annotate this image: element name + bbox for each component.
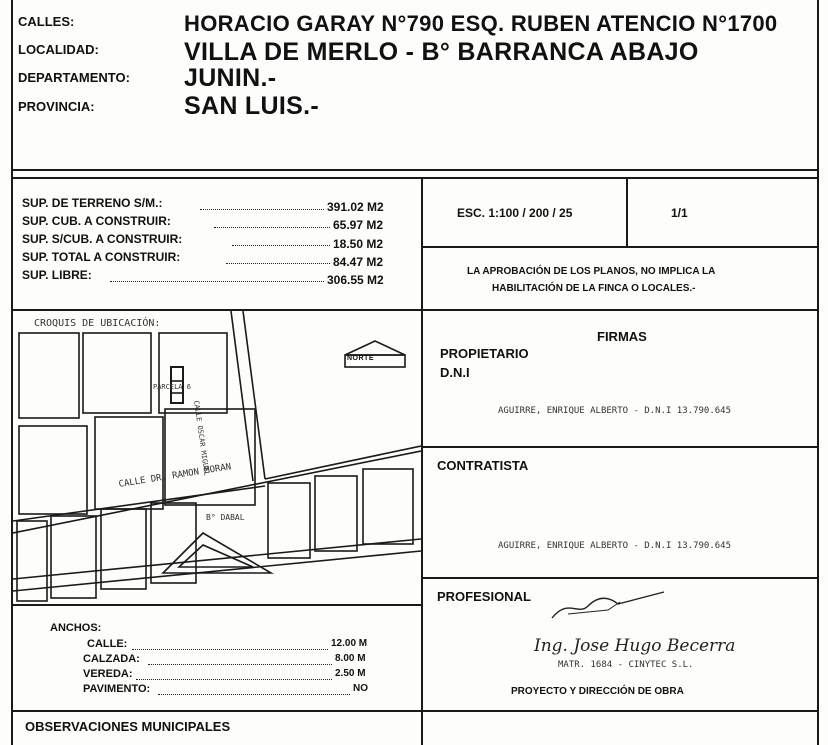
propietario-bottom [421,446,819,448]
sup-cub-value: 65.97 M2 [333,218,384,232]
localidad-value: VILLA DE MERLO - B° BARRANCA ABAJO [184,38,699,66]
departamento-label: DEPARTAMENTO: [18,70,130,85]
sup-total-label: SUP. TOTAL A CONSTRUIR: [22,250,181,264]
sup-libre-value: 306.55 M2 [327,273,384,287]
localidad-label: LOCALIDAD: [18,42,99,57]
calles-label: CALLES: [18,14,75,29]
ancho-calzada-label: CALZADA: [83,653,140,665]
approval-notice-line1: LA APROBACIÓN DE LOS PLANOS, NO IMPLICA LA [467,266,716,277]
signature-matricula: MATR. 1684 - CINYTEC S.L. [558,660,694,670]
ancho-calle-label: CALLE: [87,638,128,650]
ancho-vereda-label: VEREDA: [83,668,133,680]
ancho-calle-value: 12.00 M [331,638,368,649]
sup-libre-label: SUP. LIBRE: [22,268,92,282]
scale-label: ESC. 1:100 / 200 / 25 [457,206,573,220]
north-arrow-icon: NORTE [347,355,374,362]
calles-value: HORACIO GARAY N°790 ESQ. RUBEN ATENCIO N°1700 [184,11,778,36]
ancho-pavimento-label: PAVIMENTO: [83,683,151,695]
sup-terreno-label: SUP. DE TERRENO S/M.: [22,196,163,210]
croquis-bottom [11,604,423,606]
header-divider [11,169,819,171]
signature-icon [548,588,668,628]
croquis-title: CROQUIS DE UBICACIÓN: [34,318,161,329]
sup-scub-value: 18.50 M2 [333,237,384,251]
ancho-vereda-value: 2.50 M [335,668,366,679]
dni-label: D.N.I [440,365,470,380]
sup-terreno-value: 391.02 M2 [327,200,384,214]
observaciones-top [11,710,819,712]
approval-notice-line2: HABILITACIÓN DE LA FINCA O LOCALES.- [492,283,696,294]
street-vertical-label: CALLE OSCAR MIGUEL [192,400,211,477]
anchos-title: ANCHOS: [50,622,102,634]
provincia-value: SAN LUIS.- [184,92,319,120]
provincia-label: PROVINCIA: [18,99,95,114]
contratista-name: AGUIRRE, ENRIQUE ALBERTO - D.N.I 13.790.645 [498,541,731,551]
sup-total-value: 84.47 M2 [333,255,384,269]
ancho-calzada-value: 8.00 M [335,653,366,664]
contratista-label: CONTRATISTA [437,458,529,473]
border-right [817,0,819,745]
sheet-number: 1/1 [671,206,688,220]
scale-divider [626,177,628,247]
parcela-label: PARCELA 6 [153,383,191,391]
observaciones-label: OBSERVACIONES MUNICIPALES [25,719,231,734]
ancho-pavimento-value: NO [353,683,368,694]
contratista-bottom [421,577,819,579]
proyecto-direccion: PROYECTO Y DIRECCIÓN DE OBRA [511,686,684,697]
barrio-label: B° DABAL [206,513,245,522]
street-horizontal-label: CALLE DR. RAMON MORAN [118,462,232,490]
propietario-label: PROPIETARIO [440,346,529,361]
mid-vertical-divider [421,177,423,745]
profesional-label: PROFESIONAL [437,589,531,604]
sup-cub-label: SUP. CUB. A CONSTRUIR: [22,214,171,228]
departamento-value: JUNIN.- [184,64,277,92]
signature-name: Ing. Jose Hugo Becerra [534,636,736,656]
sup-scub-label: SUP. S/CUB. A CONSTRUIR: [22,232,183,246]
propietario-name: AGUIRRE, ENRIQUE ALBERTO - D.N.I 13.790.645 [498,406,731,416]
firmas-title: FIRMAS [597,329,647,344]
scale-bottom [421,246,819,248]
row-divider-1 [11,177,819,179]
